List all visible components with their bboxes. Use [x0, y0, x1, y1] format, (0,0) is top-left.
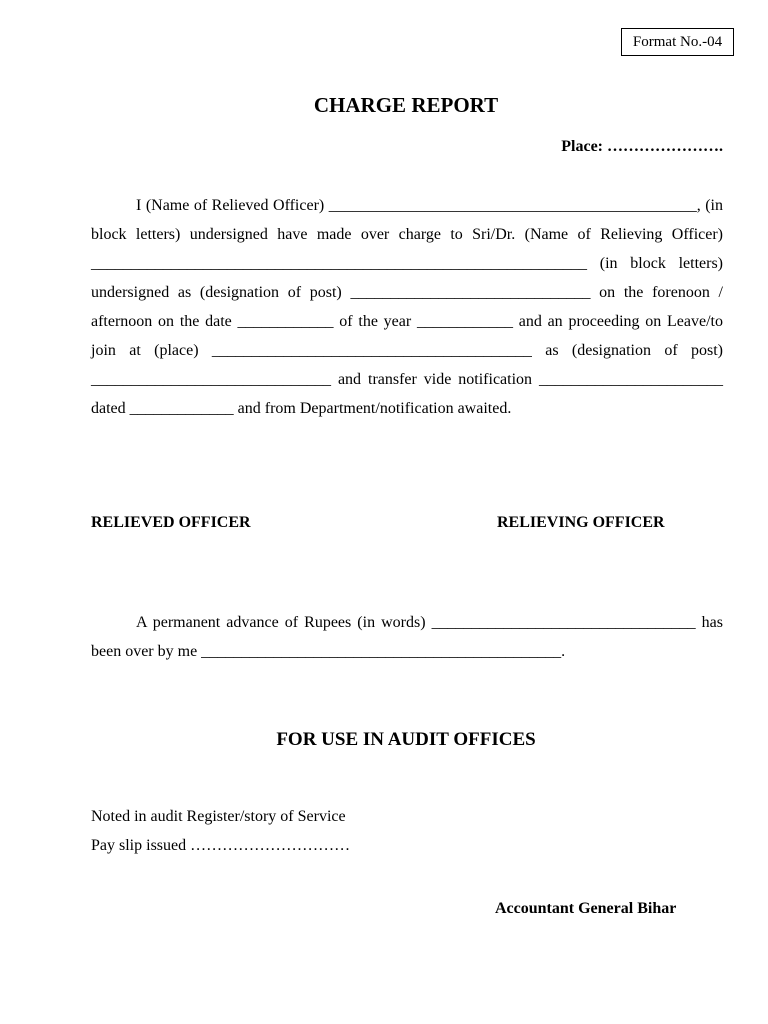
audit-section-heading: FOR USE IN AUDIT OFFICES [276, 729, 536, 750]
place-field: Place: …………………. [561, 138, 723, 155]
accountant-general-signatory: Accountant General Bihar [495, 900, 677, 917]
charge-statement-paragraph: I (Name of Relieved Officer) ______________________________________________, (in block letters) undersigned have made over charge to Sri/Dr. (Name of Relieving Officer) ______________________________________________________________ (in block letters) undersigned as (designation of post) ______________________________ on the forenoon / afternoon on the date ____________ of the year ____________ and an proceeding on Leave/to join at (place) ________________________________________ as (designation of post) ______________________________ and transfer vide notification _______________________ dated _____________ and from Department/notification awaited. [91, 197, 723, 417]
format-number-box: Format No.-04 [621, 28, 734, 56]
relieving-officer-signature-label: RELIEVING OFFICER [497, 514, 665, 531]
pay-slip-issued-line: Pay slip issued ………………………… [91, 837, 351, 854]
audit-register-note: Noted in audit Register/story of Service [91, 808, 346, 825]
permanent-advance-paragraph: A permanent advance of Rupees (in words) _________________________________ has been over by me _____________________________________________. [91, 614, 723, 660]
page-title: CHARGE REPORT [313, 93, 499, 117]
relieved-officer-signature-label: RELIEVED OFFICER [91, 514, 251, 531]
